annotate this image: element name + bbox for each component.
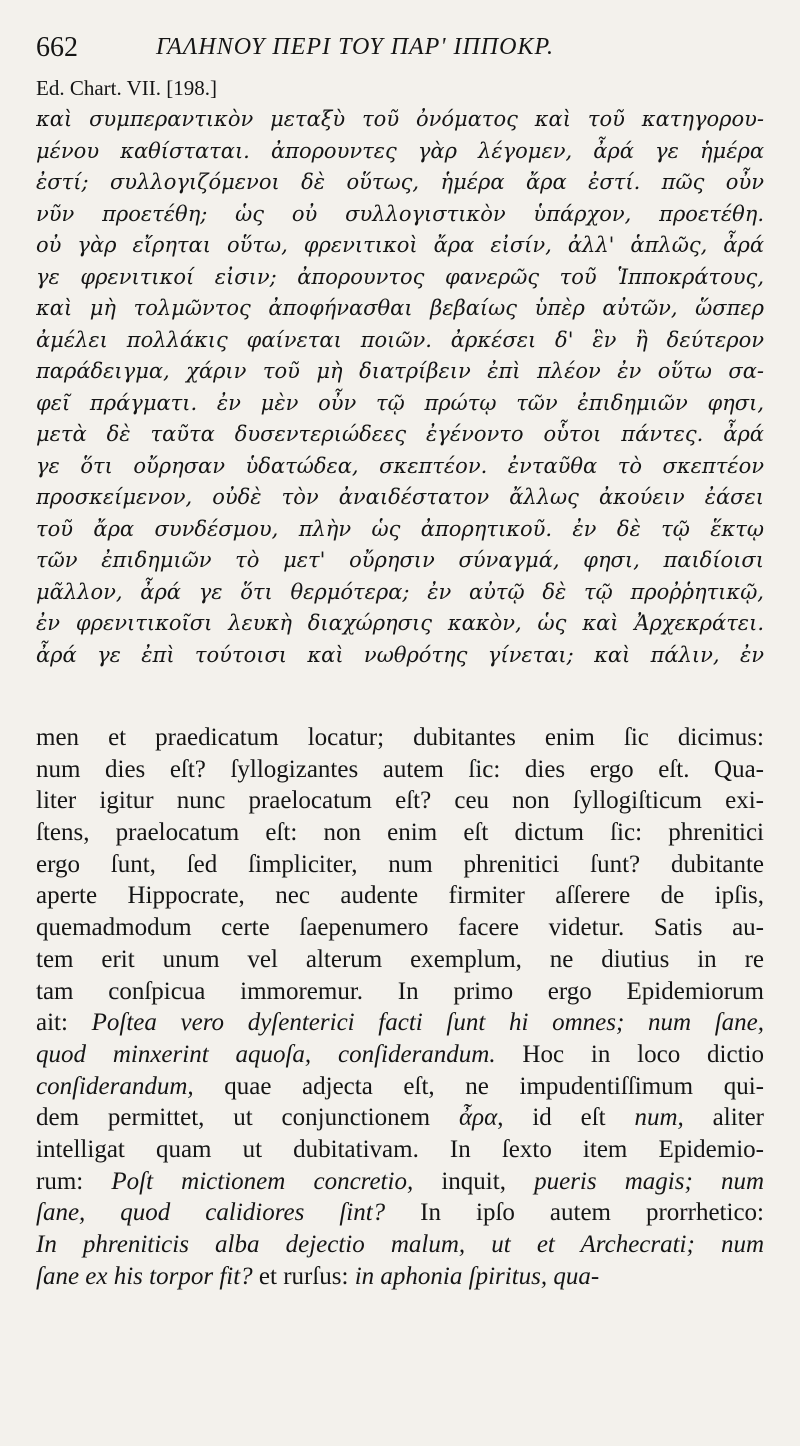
text-segment: liter igitur nunc praelocatum eſt? ceu non ſyllogiſticum exi- bbox=[36, 787, 764, 815]
text-segment: rum: bbox=[36, 1167, 112, 1195]
latin-text-line bbox=[36, 1229, 764, 1261]
text-segment: num dies eſt? ſyllogizantes autem ſic: dies ergo eſt. Qua- bbox=[36, 755, 764, 783]
latin-text-line bbox=[36, 1007, 764, 1039]
text-segment: tam conſpicua immoremur. In primo ergo Epidemiorum bbox=[36, 977, 764, 1005]
text-segment: et rurſus: bbox=[252, 1262, 355, 1290]
italic-segment: ἆρα bbox=[458, 1104, 498, 1132]
latin-text-line bbox=[36, 1261, 764, 1293]
text-segment: dem permittet, ut conjunctionem bbox=[36, 1104, 459, 1132]
italic-segment: conſiderandum, bbox=[36, 1072, 194, 1100]
latin-text-block bbox=[36, 722, 764, 1292]
text-segment: quae adjecta eſt, ne impudentiſſimum qui- bbox=[193, 1072, 764, 1100]
greek-text-line: μένου καθίσταται. ἀπορουντες γὰρ λέγομεν, ἆρά γε ἡμέρα bbox=[36, 138, 764, 163]
italic-segment: Poſt mictionem concretio, bbox=[111, 1167, 414, 1195]
greek-text-line: ἆρά γε ἐπὶ τούτοισι καὶ νωθρότης γίνεται; καὶ πάλιν, ἐν bbox=[36, 642, 764, 667]
italic-segment: in aphonia ſpiritus, qua- bbox=[354, 1262, 600, 1290]
text-segment: inquit, bbox=[413, 1167, 535, 1195]
greek-text-line: νῦν προετέθη; ὡς οὐ συλλογιστικὸν ὑπάρχον, προετέθη. bbox=[36, 201, 764, 226]
latin-text-line bbox=[36, 1166, 764, 1198]
italic-segment: quod minxerint aquoſa, conſiderandum. bbox=[36, 1040, 496, 1068]
italic-segment: num, bbox=[634, 1104, 684, 1132]
greek-text-line: φεῖ πράγματι. ἐν μὲν οὖν τῷ πρώτῳ τῶν ἐπιδημιῶν φησι, bbox=[36, 390, 764, 415]
latin-text-line bbox=[36, 849, 764, 881]
latin-text-line bbox=[36, 817, 764, 849]
latin-text-line bbox=[36, 976, 764, 1008]
greek-text-line: τοῦ ἄρα συνδέσμου, πλὴν ὡς ἀπορητικοῦ. ἐν δὲ τῷ ἕκτῳ bbox=[36, 516, 764, 541]
edition-reference: Ed. Chart. VII. [198.] bbox=[36, 76, 217, 100]
latin-text-line bbox=[36, 880, 764, 912]
latin-text-line bbox=[36, 1102, 764, 1134]
text-segment: ait: bbox=[36, 1009, 92, 1037]
italic-segment: pueris magis; num bbox=[534, 1167, 764, 1195]
text-segment: ſtens, praelocatum eſt: non enim eſt dictum ſic: phrenitici bbox=[36, 819, 764, 847]
running-head: ΓΑΛΗΝΟΥ ΠΕΡΙ ΤΟΥ ΠΑΡ' ΙΠΠΟΚΡ. bbox=[156, 34, 555, 60]
text-segment: In ipſo autem prorrhetico: bbox=[385, 1199, 764, 1227]
greek-text-block bbox=[36, 104, 764, 671]
greek-text-line: παράδειγμα, χάριν τοῦ μὴ διατρίβειν ἐπὶ πλέον ἐν οὕτω σα- bbox=[36, 359, 764, 383]
greek-text-line: μετὰ δὲ ταῦτα δυσεντεριώδεες ἐγένοντο οὗτοι πάντες. ἆρά bbox=[36, 422, 764, 446]
text-segment: intelligat quam ut dubitativam. In ſexto item Epidemio- bbox=[36, 1135, 764, 1163]
latin-text-line bbox=[36, 785, 764, 817]
latin-text-line bbox=[36, 944, 764, 976]
text-segment: tem erit unum vel alterum exemplum, ne diutius in re bbox=[36, 945, 764, 973]
text-segment: men et praedicatum locatur; dubitantes enim ſic dicimus: bbox=[36, 724, 764, 751]
latin-text-line bbox=[36, 912, 764, 944]
latin-text-line bbox=[36, 754, 764, 786]
italic-segment: In phreniticis alba dejectio malum, ut et Archecrati; num bbox=[36, 1231, 764, 1258]
greek-text-line: καὶ μὴ τολμῶντος ἀποφήνασθαι βεβαίως ὑπὲρ αὐτῶν, ὥσπερ bbox=[36, 296, 764, 320]
italic-segment: Poſtea vero dyſenterici facti ſunt hi omnes; num ſane, bbox=[91, 1009, 764, 1037]
page-header bbox=[36, 28, 764, 72]
latin-text-line bbox=[36, 1197, 764, 1229]
greek-text-line: καὶ συμπεραντικὸν μεταξὺ τοῦ ὀνόματος καὶ τοῦ κατηγορου- bbox=[36, 107, 764, 131]
text-segment: Hoc in loco dictio bbox=[495, 1040, 764, 1068]
greek-text-line: προσκείμενον, οὐδὲ τὸν ἀναιδέστατον ἄλλως ἀκούειν ἐάσει bbox=[36, 485, 764, 509]
text-segment: ergo ſunt, ſed ſimpliciter, num phrenitici ſunt? dubitante bbox=[36, 850, 764, 878]
latin-text-line bbox=[36, 1039, 764, 1071]
greek-text-line: ἐν φρενιτικοῖσι λευκὴ διαχώρησις κακὸν, ὡς καὶ Ἀρχεκράτει. bbox=[36, 611, 764, 635]
greek-text-line: οὐ γὰρ εἴρηται οὕτω, φρενιτικοὶ ἄρα εἰσίν, ἀλλ' ἁπλῶς, ἆρά bbox=[36, 233, 764, 257]
greek-text-line: ἐστί; συλλογιζόμενοι δὲ οὕτως, ἡμέρα ἄρα ἐστί. πῶς οὖν bbox=[36, 170, 764, 194]
latin-text-line bbox=[36, 1071, 764, 1103]
greek-text-line: μᾶλλον, ἆρά γε ὅτι θερμότερα; ἐν αὐτῷ δὲ τῷ προῤῥητικῷ, bbox=[36, 579, 764, 604]
greek-text-line: τῶν ἐπιδημιῶν τὸ μετ' οὔρησιν σύναγμά, φησι, παιδίοισι bbox=[36, 548, 764, 572]
text-segment: aliter bbox=[683, 1104, 764, 1132]
text-segment: aperte Hippocrate, nec audente firmiter aſſerere de ipſis, bbox=[36, 882, 764, 910]
latin-text-line bbox=[36, 1134, 764, 1166]
greek-text-line: ἀμέλει πολλάκις φαίνεται ποιῶν. ἀρκέσει δ' ἓν ἢ δεύτερον bbox=[36, 327, 764, 352]
greek-text-line: γε ὅτι οὔρησαν ὑδατώδεα, σκεπτέον. ἐνταῦθα τὸ σκεπτέον bbox=[36, 453, 764, 478]
italic-segment: ſane ex his torpor fit? bbox=[36, 1262, 253, 1290]
text-segment: quemadmodum certe ſaepenumero facere videtur. Satis au- bbox=[36, 914, 764, 942]
latin-text-line bbox=[36, 722, 764, 754]
page-number: 662 bbox=[36, 32, 78, 63]
greek-text-line: γε φρενιτικοί εἰσιν; ἀπορουντος φανερῶς τοῦ Ἱπποκράτους, bbox=[36, 264, 764, 289]
italic-segment: ſane, quod calidiores ſint? bbox=[36, 1199, 386, 1227]
text-segment: , id eſt bbox=[497, 1104, 635, 1132]
